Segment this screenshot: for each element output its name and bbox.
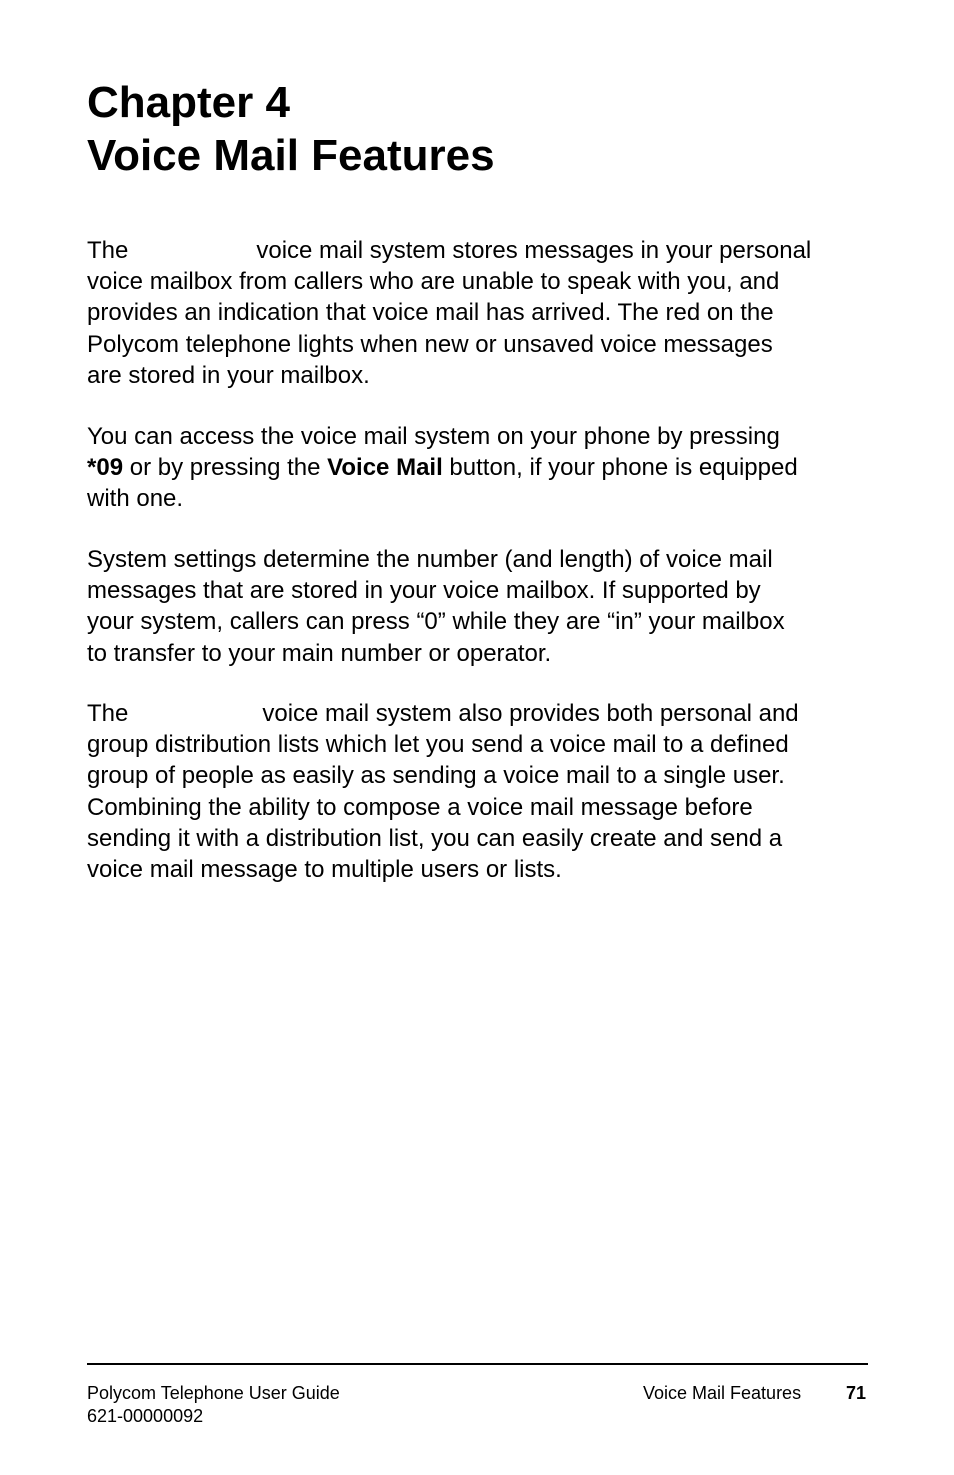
text-line: System settings determine the number (and length) of voice mail [87, 546, 773, 573]
chapter-number: Chapter 4 [87, 78, 290, 127]
text-line: sending it with a distribution list, you can easily create and send a [87, 824, 783, 852]
paragraph-intro [87, 235, 877, 391]
text-fragment: The [87, 700, 129, 727]
text-line: Polycom telephone lights when new or unsaved voice messages [87, 330, 773, 358]
text-line: provides an indication that voice mail has arrived. The red on the [87, 299, 774, 327]
text-line: Combining the ability to compose a voice mail message before [87, 793, 753, 821]
text-line: group distribution lists which let you send a voice mail to a defined [87, 731, 789, 759]
text-line: You can access the voice mail system on your phone by pressing [87, 423, 780, 450]
text-fragment: or by pressing the [123, 454, 328, 482]
paragraph-settings [87, 544, 877, 669]
text-line: voice mail message to multiple users or lists. [87, 856, 562, 884]
footer-doc-number: 621-00000092 [87, 1406, 204, 1426]
text-line: with one. [87, 485, 184, 513]
paragraph-distribution-lists [87, 698, 877, 885]
chapter-name: Voice Mail Features [87, 131, 495, 180]
text-fragment: button, if your phone is equipped [442, 454, 798, 482]
voice-mail-button-label: Voice Mail [327, 454, 443, 482]
text-line [87, 698, 877, 729]
footer-guide-title: Polycom Telephone User Guide [87, 1383, 340, 1403]
text-line: to transfer to your main number or operator. [87, 639, 552, 667]
text-fragment: voice mail system also provides both personal and [262, 700, 799, 727]
text-line: voice mailbox from callers who are unable to speak with you, and [87, 268, 780, 296]
text-fragment: The [87, 237, 129, 264]
footer-document-info [87, 1382, 340, 1428]
text-line: group of people as easily as sending a voice mail to a single user. [87, 762, 785, 790]
text-fragment: voice mail system stores messages in your personal [256, 237, 812, 264]
text-line [87, 452, 877, 483]
page-number: 71 [846, 1383, 867, 1403]
text-line: messages that are stored in your voice mailbox. If supported by [87, 577, 761, 605]
feature-code: *09 [87, 454, 124, 482]
paragraph-access [87, 421, 877, 515]
text-line: your system, callers can press “0” while they are “in” your mailbox [87, 608, 785, 636]
footer-divider [87, 1363, 868, 1365]
chapter-title [87, 76, 867, 182]
footer-section-title: Voice Mail Features [643, 1383, 802, 1403]
text-line: are stored in your mailbox. [87, 361, 370, 389]
text-line [87, 235, 877, 266]
